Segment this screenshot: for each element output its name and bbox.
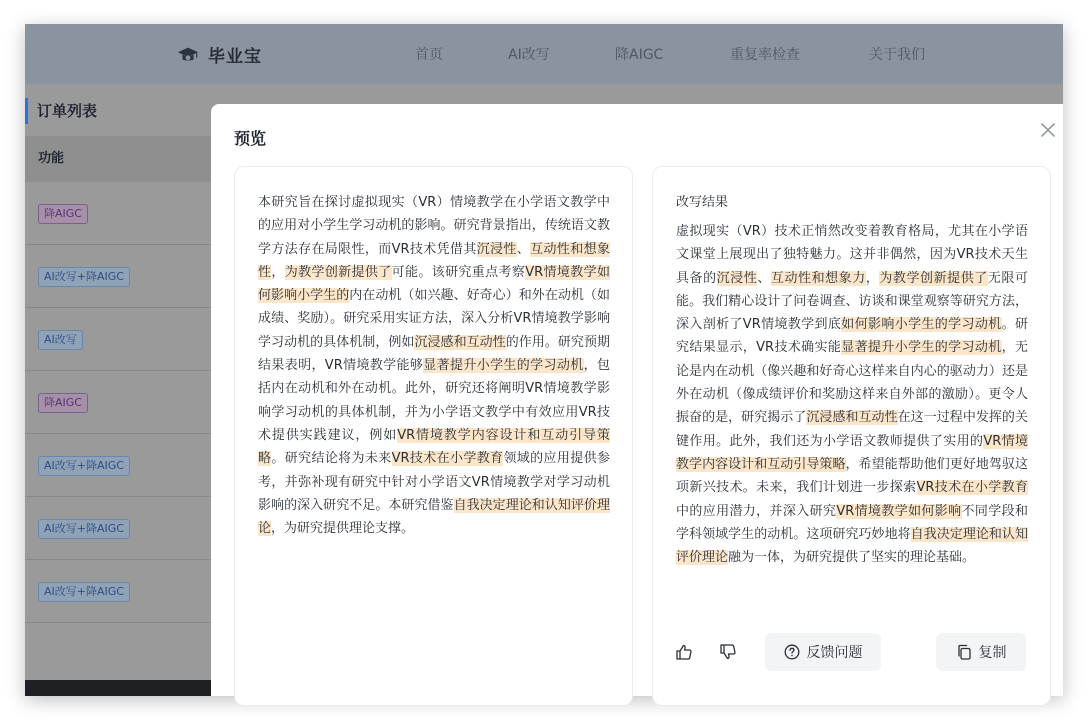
highlighted-phrase: 沉浸性 [476, 241, 517, 257]
highlighted-phrase: 互动性和想象性 [258, 241, 610, 280]
nav-ai-rewrite[interactable]: AI改写 [508, 47, 550, 63]
function-tag: AI改写+降AIGC [38, 519, 130, 539]
text-segment: 融为一体，为研究提供了坚实的理论基础。 [728, 550, 976, 566]
original-text [258, 191, 610, 540]
highlighted-phrase: VR技术在小学教育 [391, 451, 504, 467]
thumbs-up-icon[interactable] [675, 643, 693, 661]
question-circle-icon [784, 644, 800, 660]
result-label: 改写结果 [676, 195, 729, 210]
text-segment: ， [271, 264, 285, 280]
thumbs-down-icon[interactable] [719, 643, 737, 661]
feedback-label: 反馈问题 [806, 645, 863, 661]
order-list-title: 订单列表 [25, 98, 97, 124]
nav-about-us[interactable]: 关于我们 [869, 47, 925, 63]
copy-button[interactable] [936, 633, 1026, 671]
highlighted-phrase: 为教学创新提供了 [879, 270, 988, 286]
bottom-bar [25, 680, 215, 696]
highlighted-phrase: VR情境教学如何影响 [836, 503, 962, 519]
text-segment: 虚拟现实（VR）技术正悄然改变着教育格局，尤其在小学语文课堂上展现出了独特魅力。这并非偶然，因为VR技术天生具备的 [676, 224, 1028, 286]
highlighted-phrase: VR情境教学内容设计和互动引导策略 [258, 427, 610, 467]
function-tag: AI改写 [38, 330, 83, 350]
highlighted-phrase: 如何影响小学生的学习动机 [841, 317, 1002, 333]
text-segment: ，无论是内在动机（像兴趣和好奇心这样来自内心的驱动力）还是外在动机（像成绩评价和奖励这样来自外部的激励）。更令人振奋的是，研究揭示了 [676, 340, 1028, 426]
text-segment: ，希望能帮助他们更好地驾驭这项新兴技术。未来，我们计划进一步探索 [676, 456, 1028, 496]
feedback-button[interactable] [765, 633, 881, 671]
highlighted-phrase: VR情境教学如何影响小学生的 [258, 264, 610, 304]
highlighted-phrase: 为教学创新提供了 [284, 264, 392, 280]
table-row [25, 434, 215, 497]
table-row [25, 560, 215, 623]
function-tag: 降AIGC [38, 204, 88, 224]
text-segment: 不同学段和学科领域学生的动机。这项研究巧妙地将 [676, 503, 1028, 542]
text-segment: 中的应用潜力，并深入研究 [676, 503, 837, 519]
text-segment: 、 [757, 270, 771, 286]
rewrite-result-card [652, 166, 1051, 706]
table-row [25, 182, 215, 245]
copy-label: 复制 [978, 645, 1007, 661]
highlighted-phrase: 显著提升小学生的学习动机 [423, 358, 584, 374]
text-segment: 。研究结论将为未来 [271, 451, 392, 467]
text-segment: 可能。该研究重点考察 [391, 264, 526, 280]
graduation-cap-icon [177, 44, 199, 66]
table-row [25, 497, 215, 560]
function-column-header: 功能 [25, 136, 215, 182]
text-segment: 内在动机（如兴趣、好奇心）和外在动机（如成绩、奖励）。研究采用实证方法，深入分析VR情境教学影响学习动机的具体机制，例如 [258, 288, 610, 350]
text-segment: 在这一过程中发挥的关键作用。此外，我们还为小学语文教师提供了实用的 [676, 410, 1028, 449]
original-text-card [234, 166, 633, 706]
rewritten-text [676, 220, 1028, 569]
text-segment: 领域的应用提供参考，并弥补现有研究中针对小学语文VR情境教学对学习动机影响的深入研究不足。本研究借鉴 [258, 451, 610, 513]
highlighted-phrase: VR情境教学内容设计和互动引导策略 [676, 433, 1028, 472]
table-row [25, 371, 215, 434]
text-segment: ， [865, 270, 880, 286]
highlighted-phrase: 显著提升小学生的学习动机 [841, 340, 1002, 356]
function-tag: AI改写+降AIGC [38, 267, 130, 287]
highlighted-phrase: 沉浸性 [716, 270, 758, 286]
text-segment: 。研究结果显示，VR技术确实能 [676, 317, 1028, 356]
nav-reduce-aigc[interactable]: 降AIGC [615, 47, 664, 63]
text-segment: 本研究旨在探讨虚拟现实（VR）情境教学在小学语文教学中的应用对小学生学习动机的影响。研究背景指出，传统语文教学方法存在局限性，而VR技术凭借其 [258, 195, 610, 257]
table-row [25, 308, 215, 371]
highlighted-phrase: 沉浸感和互动性 [414, 334, 506, 350]
preview-modal [211, 104, 1063, 696]
nav-plagiarism-check[interactable]: 重复率检查 [730, 47, 800, 63]
text-segment: 的作用。研究预期结果表明，VR情境教学能够 [258, 334, 610, 374]
brand-name: 毕业宝 [208, 47, 262, 67]
text-segment: 无限可能。我们精心设计了问卷调查、访谈和课堂观察等研究方法，深入剖析了VR情境教学到底 [676, 270, 1028, 333]
highlighted-phrase: 自我决定理论和认知评价理论 [676, 526, 1028, 566]
nav-home[interactable]: 首页 [415, 47, 443, 63]
brand[interactable] [177, 42, 262, 67]
function-tag: AI改写+降AIGC [38, 456, 130, 476]
function-tag: 降AIGC [38, 393, 88, 413]
highlighted-phrase: VR技术在小学教育 [916, 480, 1028, 496]
close-icon[interactable] [1039, 121, 1057, 139]
table-row [25, 245, 215, 308]
text-segment: ，为研究提供理论支撑。 [271, 521, 415, 537]
highlighted-phrase: 自我决定理论和认知评价理论 [258, 497, 610, 537]
modal-title: 预览 [234, 129, 267, 148]
highlighted-phrase: 互动性和想象力 [770, 270, 866, 286]
function-tag: AI改写+降AIGC [38, 582, 130, 602]
text-segment: 、 [516, 241, 531, 257]
copy-icon [956, 644, 972, 660]
top-navbar [25, 24, 1063, 84]
text-segment: ，包括内在动机和外在动机。此外，研究还将阐明VR情境教学影响学习动机的具体机制，并为小学语文教学中有效应用VR技术提供实践建议，例如 [258, 358, 610, 443]
highlighted-phrase: 沉浸感和互动性 [806, 410, 898, 426]
